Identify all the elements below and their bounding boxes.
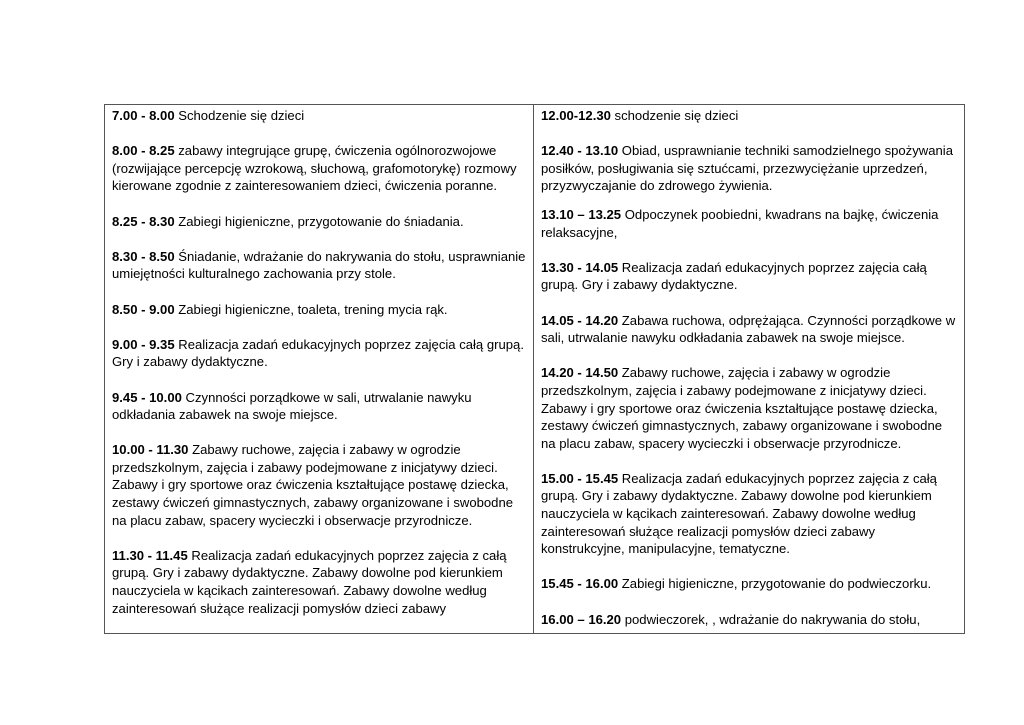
- entry-time: 13.30 - 14.05: [541, 259, 619, 275]
- schedule-entry: [541, 364, 957, 452]
- entry-text: Odpoczynek poobiedni, kwadrans na bajkę, ćwiczenia relaksacyjne,: [541, 206, 939, 240]
- entry-time: 10.00 - 11.30: [112, 442, 189, 458]
- entry-time: 15.45 - 16.00: [541, 576, 619, 592]
- entry-time: 9.45 - 10.00: [112, 389, 182, 405]
- entry-time: 13.10 – 13.25: [541, 206, 622, 222]
- entry-time: 9.00 - 9.35: [112, 336, 175, 352]
- schedule-entry: [112, 336, 526, 371]
- schedule-entry: [541, 312, 957, 347]
- entry-text: Śniadanie, wdrażanie do nakrywania do stołu, usprawnianie umiejętności kulturalnego zachowania przy stole.: [112, 248, 526, 282]
- entry-text: Realizacja zadań edukacyjnych poprzez zajęcia całą grupą. Gry i zabawy dydaktyczne.: [541, 259, 927, 293]
- entry-time: 16.00 – 16.20: [541, 611, 622, 627]
- schedule-entry: [112, 441, 526, 529]
- entry-text: Realizacja zadań edukacyjnych poprzez zajęcia z całą grupą. Gry i zabawy dydaktyczne. Zabawy dowolne pod kierunkiem nauczyciela w kącikach zainteresowań. Zabawy dowolne według zainteresowań służące realizacji pomysłów dzieci zabawy konstrukcyjne, manipulacyjne, tematyczne.: [541, 470, 937, 557]
- entry-time: 7.00 - 8.00: [112, 108, 175, 123]
- entry-text: Zabiegi higieniczne, przygotowanie do śniadania.: [174, 213, 464, 229]
- entry-time: 8.50 - 9.00: [112, 301, 175, 317]
- entry-text: Realizacja zadań edukacyjnych poprzez zajęcia z całą grupą. Gry i zabawy dydaktyczne. Zabawy dowolne pod kierunkiem nauczyciela w kącikach zainteresowań. Zabawy dowolne według zainteresowań służące realizacji pomysłów dzieci zabawy: [112, 547, 507, 616]
- schedule-entry: [112, 301, 526, 319]
- entry-text: Czynności porządkowe w sali, utrwalanie nawyku odkładania zabawek na swoje miejsce.: [112, 389, 472, 423]
- entry-time: 8.00 - 8.25: [112, 143, 175, 159]
- entry-time: 8.30 - 8.50: [112, 248, 175, 264]
- entry-text: Zabawy ruchowe, zajęcia i zabawy w ogrodzie przedszkolnym, zajęcia i zabawy podejmowane z inicjatywy dzieci. Zabawy i gry sportowe oraz ćwiczenia kształtujące postawę dziecka, zestawy ćwiczeń gimnastycznych, zabawy organizowane i swobodne na placu zabaw, spacery wycieczki i obserwacje przyrodnicze.: [541, 365, 943, 451]
- entry-time: 14.20 - 14.50: [541, 365, 619, 381]
- entry-time: 11.30 - 11.45: [112, 547, 188, 563]
- entry-text: Zabiegi higieniczne, przygotowanie do podwieczorku.: [618, 576, 932, 592]
- schedule-entry: [541, 259, 957, 294]
- schedule-entry: [112, 389, 526, 424]
- schedule-entry: [541, 142, 957, 195]
- entry-text: Zabawy ruchowe, zajęcia i zabawy w ogrodzie przedszkolnym, zajęcia i zabawy podejmowane z inicjatywy dzieci. Zabawy i gry sportowe oraz ćwiczenia kształtujące postawę dziecka, zestawy ćwiczeń gimnastycznych, zabawy organizowane i swobodne na placu zabaw, spacery wycieczki i obserwacje przyrodnicze.: [112, 442, 514, 528]
- schedule-entry: [541, 611, 957, 629]
- entry-time: 12.40 - 13.10: [541, 143, 619, 159]
- schedule-entry: [112, 248, 526, 283]
- schedule-table: [104, 104, 965, 634]
- entry-text: Obiad, usprawnianie techniki samodzielnego spożywania posiłków, posługiwania się sztućcami, przezwyciężanie uprzedzeń, przyzwyczajanie do zdrowego żywienia.: [541, 143, 953, 194]
- entry-time: 15.00 - 15.45: [541, 470, 619, 486]
- entry-text: Schodzenie się dzieci: [174, 108, 305, 123]
- entry-text: Realizacja zadań edukacyjnych poprzez zajęcia całą grupą. Gry i zabawy dydaktyczne.: [112, 336, 524, 370]
- entry-time: 14.05 - 14.20: [541, 312, 619, 328]
- schedule-entry: [541, 575, 957, 593]
- entry-text: Zabiegi higieniczne, toaleta, trening mycia rąk.: [174, 301, 448, 317]
- entry-text: podwieczorek, , wdrażanie do nakrywania do stołu,: [621, 611, 921, 627]
- schedule-entry: [112, 107, 526, 125]
- schedule-entry: [112, 213, 526, 231]
- schedule-entry: [541, 206, 957, 241]
- entry-text: Zabawa ruchowa, odprężająca. Czynności porządkowe w sali, utrwalanie nawyku odkładania zabawek na swoje miejsce.: [541, 312, 956, 346]
- schedule-entry: [112, 547, 526, 617]
- schedule-column-left: [105, 105, 534, 633]
- schedule-entry: [112, 142, 526, 195]
- schedule-entry: [541, 470, 957, 558]
- entry-text: schodzenie się dzieci: [610, 108, 739, 123]
- schedule-column-right: [534, 105, 964, 633]
- schedule-entry: [541, 107, 957, 125]
- entry-text: zabawy integrujące grupę, ćwiczenia ogólnorozwojowe (rozwijające percepcję wzrokową, słuchową, grafomotorykę) rozmowy kierowane zgodnie z zainteresowaniem dzieci, ćwiczenia poranne.: [112, 143, 517, 194]
- entry-time: 8.25 - 8.30: [112, 213, 175, 229]
- entry-time: 12.00-12.30: [541, 108, 611, 123]
